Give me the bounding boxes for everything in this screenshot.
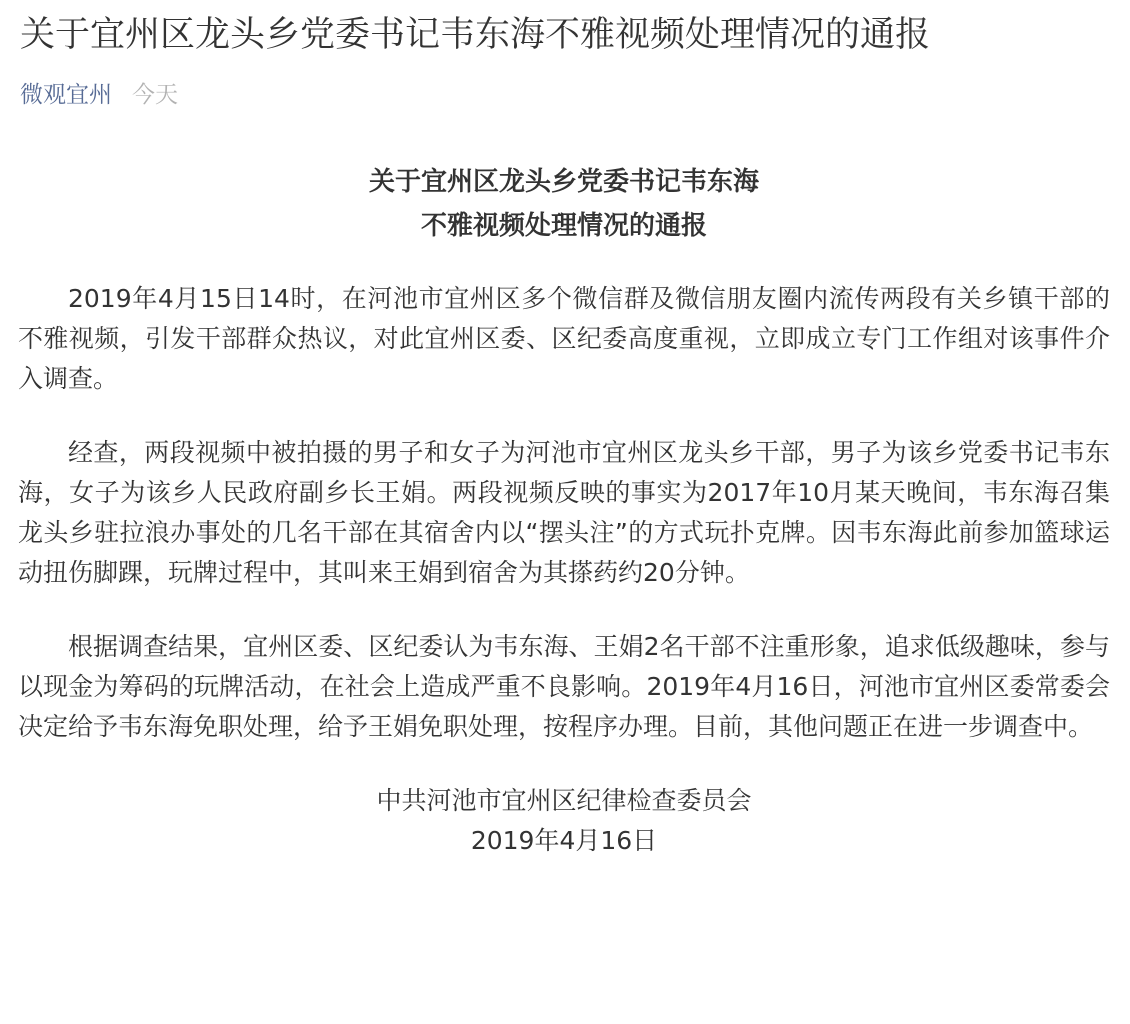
paragraph: 经查，两段视频中被拍摄的男子和女子为河池市宜州区龙头乡干部，男子为该乡党委书记韦东海，女子为该乡人民政府副乡长王娟。两段视频反映的事实为2017年10月某天晚间，韦东海召集龙头乡驻拉浪办事处的几名干部在其宿舍内以“摆头注”的方式玩扑克牌。因韦东海此前参加篮球运动扭伤脚踝，玩牌过程中，其叫来王娟到宿舍为其搽药约20分钟。 [18, 438, 1110, 587]
article-content [18, 160, 1110, 861]
signature-date: 2019年4月16日 [470, 826, 658, 855]
article-meta [20, 78, 178, 112]
article-title: 关于宜州区龙头乡党委书记韦东海不雅视频处理情况的通报 [20, 15, 931, 55]
notice-heading-line2: 不雅视频处理情况的通报 [420, 211, 707, 241]
publish-date: 今天 [132, 82, 178, 108]
paragraph: 2019年4月15日14时，在河池市宜州区多个微信群及微信朋友圈内流传两段有关乡镇干部的不雅视频，引发干部群众热议，对此宜州区委、区纪委高度重视，立即成立专门工作组对该事件介入调查。 [18, 284, 1110, 393]
account-name-link[interactable]: 微观宜州 [20, 82, 112, 108]
paragraph: 根据调查结果，宜州区委、区纪委认为韦东海、王娟2名干部不注重形象，追求低级趣味，参与以现金为筹码的玩牌活动，在社会上造成严重不良影响。2019年4月16日，河池市宜州区委常委会决定给予韦东海免职处理，给予王娟免职处理，按程序办理。目前，其他问题正在进一步调查中。 [18, 632, 1110, 741]
signature-organization: 中共河池市宜州区纪律检查委员会 [376, 786, 752, 815]
notice-heading-line1: 关于宜州区龙头乡党委书记韦东海 [368, 167, 759, 197]
